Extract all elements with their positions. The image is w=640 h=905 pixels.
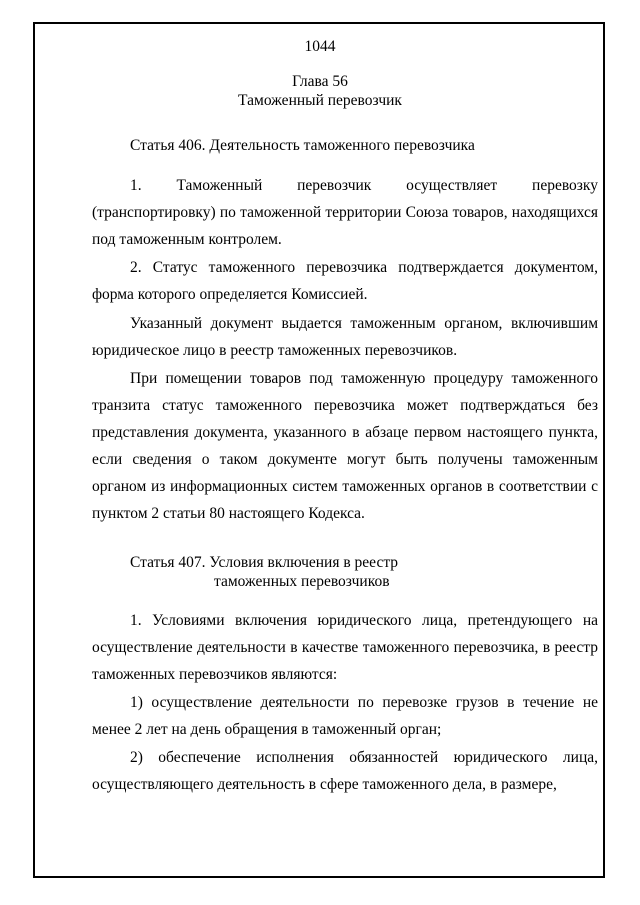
chapter-number: Глава 56 (292, 73, 348, 90)
page-number: 1044 (304, 38, 336, 55)
article-407-heading (130, 553, 398, 591)
chapter-header (0, 72, 640, 110)
article-407-paragraph-1: 1. Условиями включения юридического лица, претендующего на осуществление деятельности в качестве таможенного перевозчика, в реестр таможенных перевозчиков являются: (92, 612, 598, 683)
article-407-heading-line-2: таможенных перевозчиков (214, 573, 390, 590)
article-406-heading: Статья 406. Деятельность таможенного перевозчика (130, 137, 475, 154)
chapter-title: Таможенный перевозчик (238, 92, 402, 109)
article-407-paragraph-2: 1) осуществление деятельности по перевозке грузов в течение не менее 2 лет на день обращения в таможенный орган; (92, 694, 598, 738)
article-406-paragraph-3: Указанный документ выдается таможенным органом, включившим юридическое лицо в реестр таможенных перевозчиков. (92, 315, 598, 359)
article-406-paragraph-4: При помещении товаров под таможенную процедуру таможенного транзита статус таможенного перевозчика может подтверждаться без представления документа, указанного в абзаце первом настоящего пункта, если сведения о таком документе могут быть получены таможенным органом из информационных систем таможенных органов в соответствии с пунктом 2 статьи 80 настоящего Кодекса. (92, 370, 598, 522)
article-407-heading-line-1: Статья 407. Условия включения в реестр (130, 554, 399, 571)
article-406-paragraph-2: 2. Статус таможенного перевозчика подтверждается документом, форма которого определяется Комиссией. (92, 259, 598, 303)
article-407-paragraph-3: 2) обеспечение исполнения обязанностей юридического лица, осуществляющего деятельность в сфере таможенного дела, в размере, (92, 749, 598, 793)
article-406-paragraph-1: 1. Таможенный перевозчик осуществляет перевозку (транспортировку) по таможенной территории Союза товаров, находящихся под таможенным контролем. (92, 177, 598, 248)
